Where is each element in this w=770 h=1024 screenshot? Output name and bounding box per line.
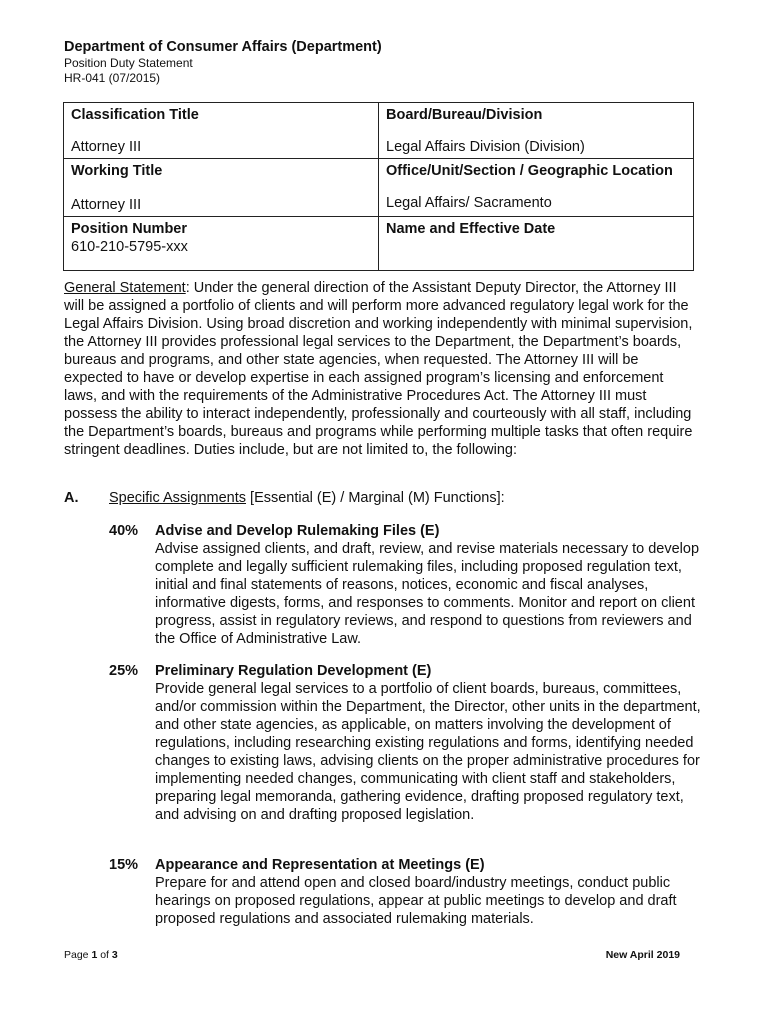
page-number: Page 1 of 3	[64, 949, 118, 961]
working-title-value: Attorney III	[71, 197, 142, 213]
classification-cell	[64, 103, 379, 159]
duty-body: Advise assigned clients, and draft, review, and revise materials necessary to develop complete and legally sufficient rulemaking files, including proposed regulation text, initial and final statements of reasons, notices, economic and fiscal analyses, informative digests, forms, and responses to comments. Monitor and report on client progress, assist in regulatory reviews, and respond to questions from reviewers and the Office of Administrative Law.	[155, 541, 700, 647]
section-label: Specific Assignments	[109, 490, 247, 506]
working-title-label: Working Title	[71, 163, 163, 179]
board-label: Board/Bureau/Division	[386, 107, 543, 123]
section-suffix: [Essential (E) / Marginal (M) Functions]:	[246, 490, 505, 506]
position-number-cell	[64, 217, 379, 271]
duty-body: Provide general legal services to a portfolio of client boards, bureaus, committees, and/or commission within the Department, the Director, other units in the department, and other state agencies, as applicable, on matters involving the development of regulations, including researching existing regulations and forms, identifying needed changes to existing laws, advising clients on the proper administrative procedures for implementing needed changes, communicating with client staff and stakeholders, preparing legal memoranda, gathering evidence, drafting proposed regulatory text, and advising on and drafting proposed legislation.	[155, 681, 701, 823]
duty-body: Prepare for and attend open and closed board/industry meetings, conduct public hearings on proposed regulations, appear at public meetings to develop and draft proposed regulations and associated rulemaking materials.	[155, 875, 677, 927]
general-statement-text: : Under the general direction of the Assistant Deputy Director, the Attorney III will be assigned a portfolio of clients and will perform more advanced regulatory legal work for the Legal Affairs Division. Using broad discretion and working independently with minimal supervision, the Attorney III provides professional legal services to the Department, the Department’s boards, bureaus and programs, and other state agencies, when requested. The Attorney III will be expected to have or develop expertise in each assigned program’s licensing and enforcement laws, and with the requirements of the Administrative Procedures Act. The Attorney III must possess the ability to interact independently, professionally and courteously with all staff, including the Department’s boards, bureaus and programs while performing multiple tasks that often require stringent deadlines. Duties include, but are not limited to, the following:	[64, 280, 693, 458]
duty-percent: 15%	[109, 857, 139, 873]
department-title: Department of Consumer Affairs (Department)	[64, 39, 382, 55]
name-date-label: Name and Effective Date	[386, 221, 556, 237]
document-header	[64, 38, 382, 86]
office-cell	[379, 159, 694, 217]
duty-item	[109, 522, 709, 648]
section-letter: A.	[64, 490, 79, 506]
duty-title: Preliminary Regulation Development (E)	[155, 663, 432, 679]
document-subtitle: Position Duty Statement	[64, 56, 193, 70]
general-statement	[64, 279, 700, 459]
office-label: Office/Unit/Section / Geographic Location	[386, 163, 673, 179]
position-number-value: 610-210-5795-xxx	[71, 239, 188, 255]
general-statement-label: General Statement	[64, 280, 186, 296]
name-date-cell	[379, 217, 694, 271]
working-title-cell	[64, 159, 379, 217]
position-number-label: Position Number	[71, 221, 188, 237]
revision-date: New April 2019	[605, 949, 680, 961]
duty-item	[109, 856, 709, 928]
duty-percent: 40%	[109, 523, 139, 539]
duty-title: Advise and Develop Rulemaking Files (E)	[155, 523, 440, 539]
duty-title: Appearance and Representation at Meetings (E)	[155, 857, 485, 873]
classification-label: Classification Title	[71, 107, 199, 123]
position-info-table	[63, 102, 694, 271]
duty-percent: 25%	[109, 663, 139, 679]
classification-value: Attorney III	[71, 139, 142, 155]
board-cell	[379, 103, 694, 159]
board-value: Legal Affairs Division (Division)	[386, 139, 585, 155]
duty-item	[109, 662, 709, 824]
form-code: HR-041 (07/2015)	[64, 71, 161, 85]
office-value: Legal Affairs/ Sacramento	[386, 195, 552, 211]
section-a-heading	[64, 489, 505, 507]
